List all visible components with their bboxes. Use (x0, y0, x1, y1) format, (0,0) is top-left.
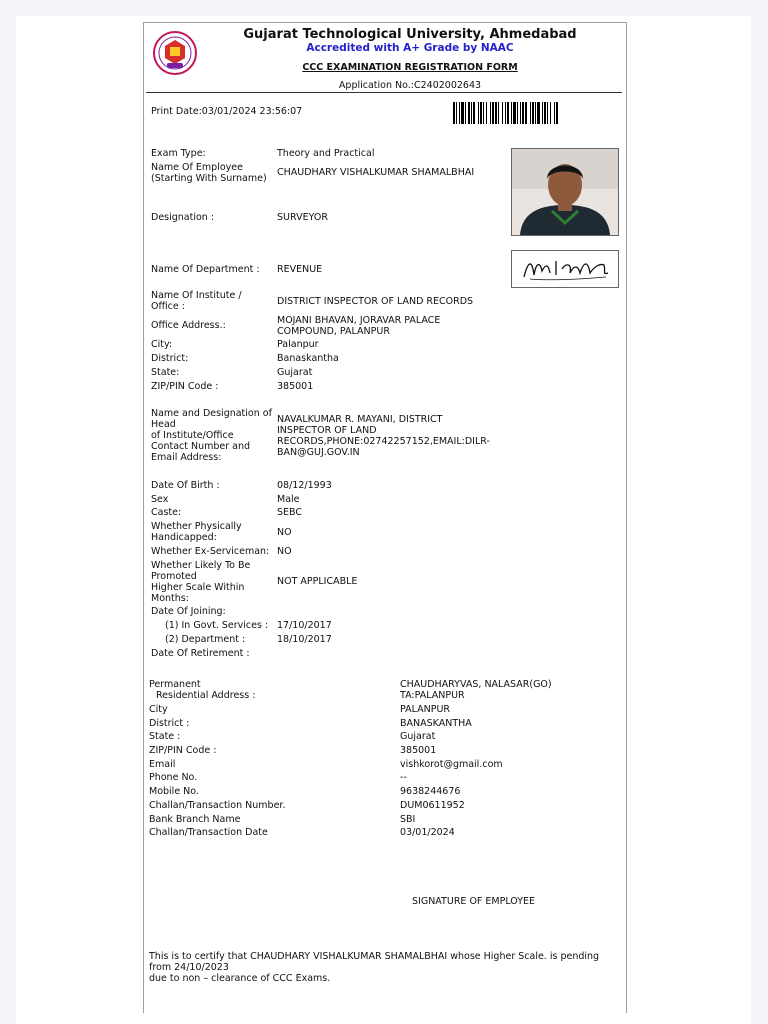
dob-value: 08/12/1993 (277, 480, 332, 491)
perm-city-value: PALANPUR (400, 704, 451, 715)
print-date: Print Date:03/01/2024 23:56:07 (151, 106, 303, 117)
ex-serviceman-label: Whether Ex-Serviceman: (151, 546, 270, 557)
head-label-3: of Institute/Office (151, 430, 234, 441)
state-label: State: (151, 367, 180, 378)
perm-zip-value: 385001 (400, 745, 437, 756)
district-value: Banaskantha (277, 353, 339, 364)
govt-service-value: 17/10/2017 (277, 620, 332, 631)
ex-serviceman-value: NO (277, 546, 292, 557)
barcode-bar (511, 102, 512, 124)
employee-signature-label: SIGNATURE OF EMPLOYEE (412, 896, 536, 907)
barcode-bar (471, 102, 472, 124)
application-number: Application No.:C2402002643 (338, 80, 482, 91)
barcode-bar (502, 102, 503, 124)
employee-name-value: CHAUDHARY VISHALKUMAR SHAMALBHAI (277, 167, 475, 178)
barcode-bar (535, 102, 536, 124)
promotion-label-1: Whether Likely To Be (151, 560, 251, 571)
phone-value: -- (400, 772, 407, 783)
head-label-5: Email Address: (151, 452, 222, 463)
designation-label: Designation : (151, 212, 215, 223)
employee-signature-image (511, 250, 619, 288)
barcode-bar (530, 102, 531, 124)
barcode-bar (520, 102, 521, 124)
office-address-line-2: COMPOUND, PALANPUR (277, 326, 390, 337)
department-label: Name Of Department : (151, 264, 260, 275)
city-label: City: (151, 339, 173, 350)
barcode-bar (465, 102, 466, 124)
challan-date-value: 03/01/2024 (400, 827, 455, 838)
head-value-3: RECORDS,PHONE:02742257152,EMAIL:DILR- (277, 436, 490, 447)
permanent-address-label: Permanent (149, 679, 201, 690)
promotion-label-4: Months: (151, 593, 189, 604)
perm-state-label: State : (149, 731, 181, 742)
challan-number-label: Challan/Transaction Number. (149, 800, 286, 811)
employee-photo (511, 148, 619, 236)
challan-date-label: Challan/Transaction Date (149, 827, 268, 838)
barcode-bar (525, 102, 527, 124)
zip-value: 385001 (277, 381, 314, 392)
department-join-value: 18/10/2017 (277, 634, 332, 645)
certificate-line-3: due to non – clearance of CCC Exams. (149, 973, 331, 984)
barcode-bar (498, 102, 499, 124)
barcode-bar (486, 102, 487, 124)
barcode-bar (542, 102, 543, 124)
header-divider (146, 92, 622, 93)
barcode-icon (453, 102, 605, 124)
barcode-bar (459, 102, 460, 124)
bank-branch-label: Bank Branch Name (149, 814, 241, 825)
office-address-label: Office Address.: (151, 320, 226, 331)
barcode-bar (547, 102, 548, 124)
dob-label: Date Of Birth : (151, 480, 220, 491)
office-address-line-1: MOJANI BHAVAN, JORAVAR PALACE (277, 315, 441, 326)
barcode-bar (453, 102, 455, 124)
district-label: District: (151, 353, 189, 364)
head-value-1: NAVALKUMAR R. MAYANI, DISTRICT (277, 414, 443, 425)
barcode-bar (495, 102, 497, 124)
barcode-bar (478, 102, 479, 124)
barcode-bar (522, 102, 524, 124)
perm-city-label: City (149, 704, 168, 715)
permanent-address-label-sub: Residential Address : (156, 690, 256, 701)
barcode-bar (550, 102, 551, 124)
institute-label-sub: Office : (151, 301, 185, 312)
head-label-4: Contact Number and (151, 441, 251, 452)
promotion-label-3: Higher Scale Within (151, 582, 245, 593)
sex-label: Sex (151, 494, 169, 505)
barcode-bar (483, 102, 484, 124)
barcode-bar (544, 102, 546, 124)
permanent-address-line-1: CHAUDHARYVAS, NALASAR(GO) (400, 679, 552, 690)
employee-name-label-sub: (Starting With Surname) (151, 173, 267, 184)
sex-value: Male (277, 494, 300, 505)
challan-number-value: DUM0611952 (400, 800, 465, 811)
bank-branch-value: SBI (400, 814, 416, 825)
university-logo-icon (152, 30, 198, 76)
barcode-bar (554, 102, 555, 124)
designation-value: SURVEYOR (277, 212, 328, 223)
promotion-value: NOT APPLICABLE (277, 576, 358, 587)
permanent-address-line-2: TA:PALANPUR (400, 690, 465, 701)
perm-district-label: District : (149, 718, 190, 729)
barcode-bar (492, 102, 494, 124)
accreditation-text: Accredited with A+ Grade by NAAC (306, 42, 514, 54)
handicapped-label: Whether Physically (151, 521, 242, 532)
institute-value: DISTRICT INSPECTOR OF LAND RECORDS (277, 296, 474, 307)
exam-type-value: Theory and Practical (277, 148, 375, 159)
head-label-1: Name and Designation of (151, 408, 272, 419)
state-value: Gujarat (277, 367, 313, 378)
head-value-2: INSPECTOR OF LAND (277, 425, 377, 436)
caste-label: Caste: (151, 507, 182, 518)
barcode-bar (537, 102, 540, 124)
barcode-bar (507, 102, 509, 124)
department-join-label: (2) Department : (165, 634, 246, 645)
barcode-bar (517, 102, 518, 124)
employee-name-label: Name Of Employee (151, 162, 243, 173)
handicapped-value: NO (277, 527, 292, 538)
form-title: CCC EXAMINATION REGISTRATION FORM (302, 62, 518, 73)
head-value-4: BAN@GUJ.GOV.IN (277, 447, 360, 458)
handicapped-label-sub: Handicapped: (151, 532, 217, 543)
barcode-bar (473, 102, 475, 124)
perm-state-value: Gujarat (400, 731, 436, 742)
barcode-bar (468, 102, 470, 124)
perm-zip-label: ZIP/PIN Code : (149, 745, 217, 756)
govt-service-label: (1) In Govt. Services : (165, 620, 269, 631)
mobile-value: 9638244676 (400, 786, 461, 797)
institute-label: Name Of Institute / (151, 290, 242, 301)
certificate-line-2: from 24/10/2023 (149, 962, 229, 973)
barcode-bar (456, 102, 457, 124)
email-value: vishkorot@gmail.com (400, 759, 503, 770)
barcode-bar (532, 102, 534, 124)
university-name: Gujarat Technological University, Ahmedabad (243, 27, 577, 42)
phone-label: Phone No. (149, 772, 198, 783)
joining-label: Date Of Joining: (151, 606, 226, 617)
perm-district-value: BANASKANTHA (400, 718, 472, 729)
retirement-label: Date Of Retirement : (151, 648, 250, 659)
barcode-bar (480, 102, 482, 124)
barcode-bar (513, 102, 516, 124)
city-value: Palanpur (277, 339, 319, 350)
barcode-bar (556, 102, 558, 124)
exam-type-label: Exam Type: (151, 148, 206, 159)
mobile-label: Mobile No. (149, 786, 199, 797)
email-label: Email (149, 759, 176, 770)
barcode-bar (461, 102, 464, 124)
zip-label: ZIP/PIN Code : (151, 381, 219, 392)
head-label-2: Head (151, 419, 176, 430)
caste-value: SEBC (277, 507, 303, 518)
department-value: REVENUE (277, 264, 323, 275)
certificate-line-1: This is to certify that CHAUDHARY VISHALKUMAR SHAMALBHAI whose Higher Scale. is pending (149, 951, 600, 962)
barcode-bar (505, 102, 506, 124)
promotion-label-2: Promoted (151, 571, 197, 582)
barcode-bar (490, 102, 491, 124)
